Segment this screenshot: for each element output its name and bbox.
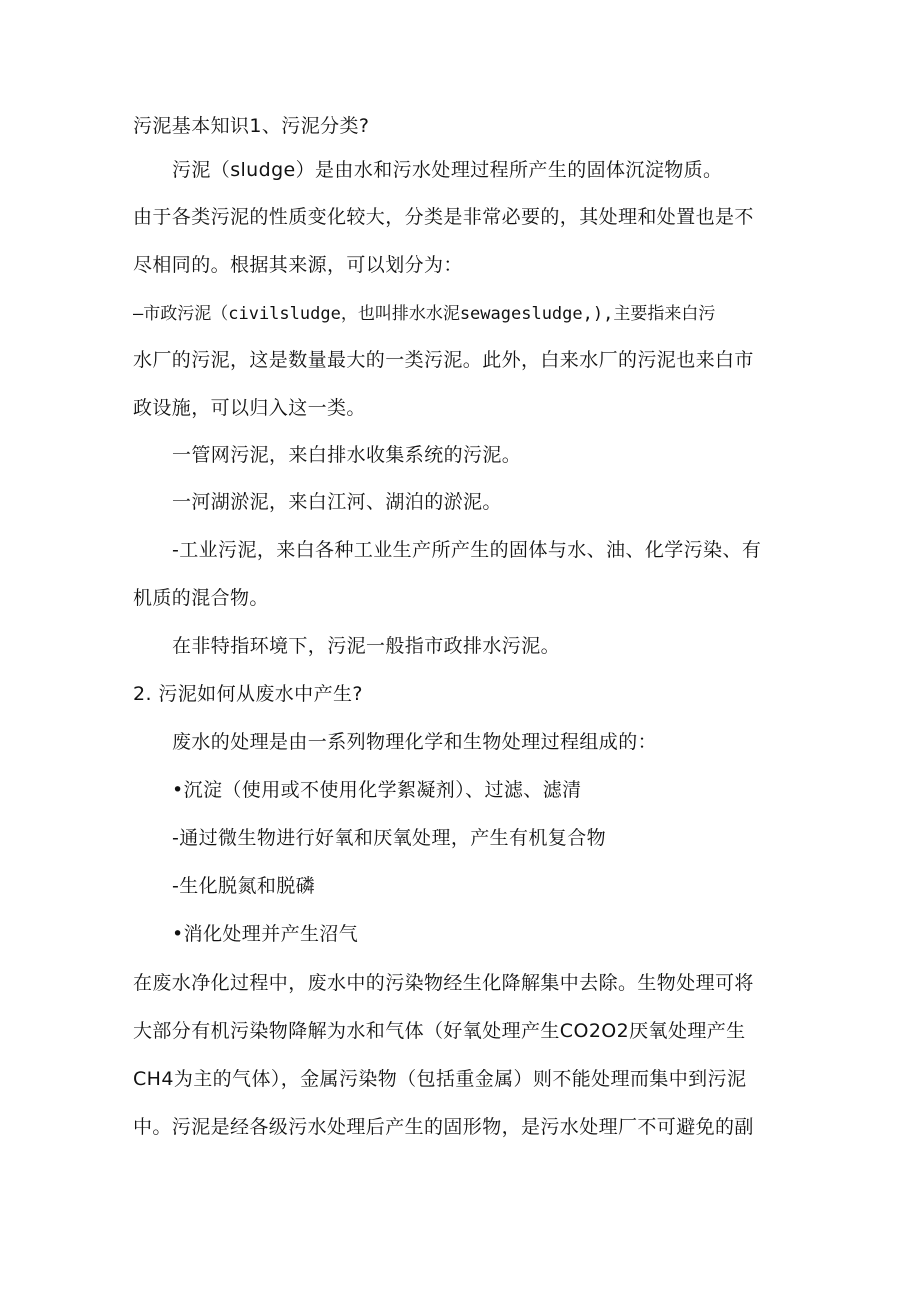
paragraph-line: 机质的混合物。 [133,587,269,609]
list-item-line: -通过微生物进行好氧和厌氧处理，产生有机复合物 [172,827,607,849]
section-heading-line: 2. 污泥如何从废水中产生? [133,683,363,705]
paragraph-line: 水厂的污泥，这是数量最大的一类污泥。此外，白来水厂的污泥也来白市 [133,349,754,371]
paragraph-line: 尽相同的。根据其来源，可以划分为： [133,254,463,276]
doc-title-line: 污泥基本知识1、污泥分类? [133,115,370,137]
list-item-line: -工业污泥，来白各种工业生产所产生的固体与水、油、化学污染、有 [172,539,762,561]
paragraph-line: 在非特指环境下，污泥一般指市政排水污泥。 [172,635,561,657]
list-item-line: •沉淀（使用或不使用化学絮凝剂）、过滤、滤清 [172,779,582,801]
paragraph-line: 大部分有机污染物降解为水和气体（好氧处理产生CO2O2厌氧处理产生 [133,1020,746,1042]
list-item-line: -生化脱氮和脱磷 [172,875,316,897]
list-item-line: —市政污泥（civilsludge，也叫排水水泥sewagesludge,),主要指来白污 [133,304,716,324]
paragraph-line: 在废水净化过程中，废水中的污染物经生化降解集中去除。生物处理可将 [133,972,754,994]
list-item-line: 一河湖淤泥，来白江河、湖泊的淤泥。 [172,491,502,513]
paragraph-line: 由于各类污泥的性质变化较大，分类是非常必要的，其处理和处置也是不 [133,206,754,228]
paragraph-line: 中。污泥是经各级污水处理后产生的固形物，是污水处理厂不可避免的副 [133,1116,754,1138]
list-item-line: •消化处理并产生沼气 [172,923,359,945]
paragraph-line: CH4为主的气体），金属污染物（包括重金属）则不能处理而集中到污泥 [133,1068,747,1090]
list-item-line: 一管网污泥，来白排水收集系统的污泥。 [172,444,522,466]
paragraph-line: 废水的处理是由一系列物理化学和生物处理过程组成的： [172,731,658,753]
paragraph-line: 污泥（sludge）是由水和污水处理过程所产生的固体沉淀物质。 [172,159,723,181]
paragraph-line: 政设施，可以归入这一类。 [133,397,366,419]
